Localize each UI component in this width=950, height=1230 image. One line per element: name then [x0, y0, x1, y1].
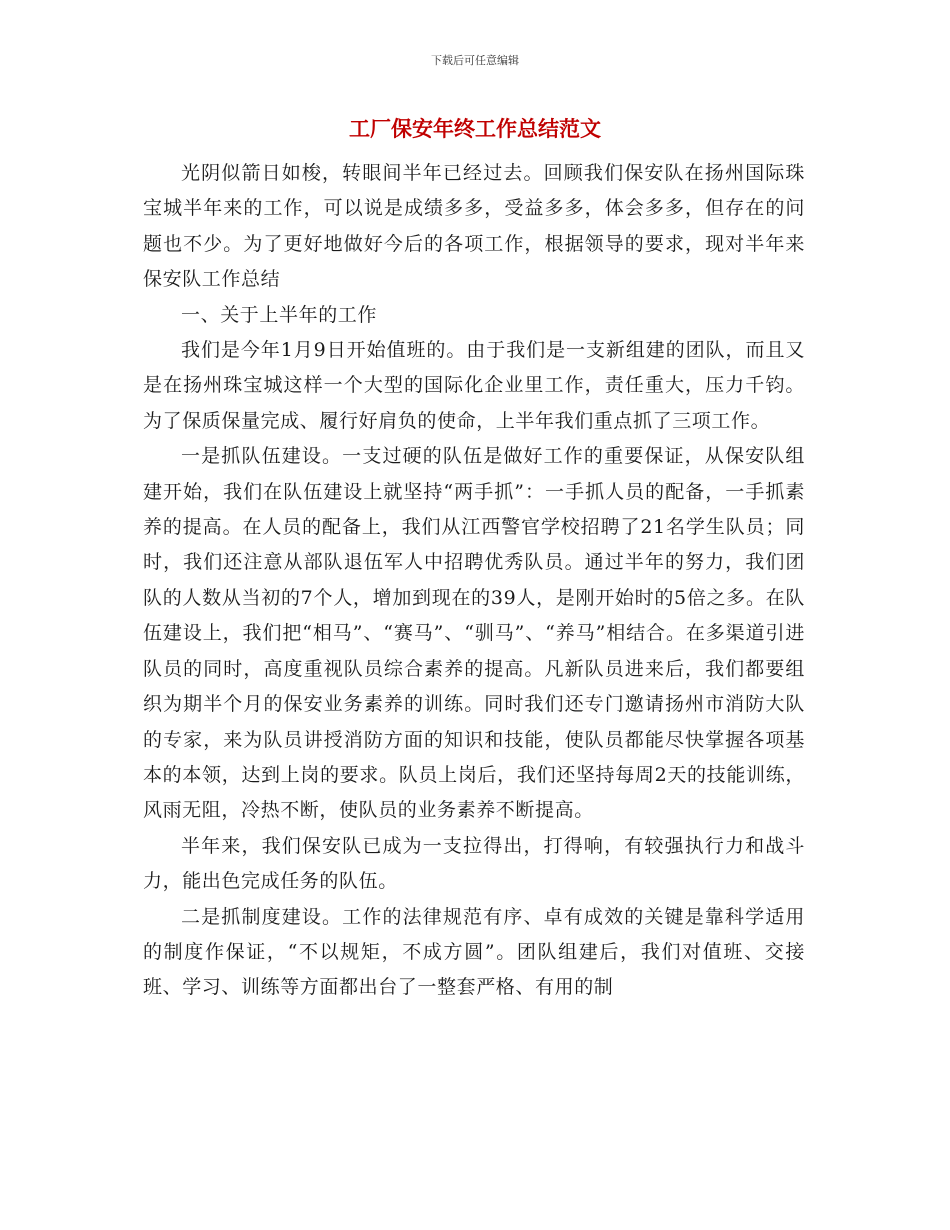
paragraph-intro: 光阴似箭日如梭，转眼间半年已经过去。回顾我们保安队在扬州国际珠宝城半年来的工作，可以说是成绩多多，受益多多，体会多多，但存在的问题也不少。为了更好地做好今后的各项工作，根据领导的要求，现对半年来保安队工作总结 [143, 162, 805, 291]
paragraph-start-of-duty: 我们是今年1月9日开始值班的。由于我们是一支新组建的团队，而且又是在扬州珠宝城这样一个大型的国际化企业里工作，责任重大，压力千钧。为了保质保量完成、履行好肩负的使命，上半年我们重点抓了三项工作。 [143, 339, 805, 432]
paragraph-team-building: 一是抓队伍建设。一支过硬的队伍是做好工作的重要保证，从保安队组建开始，我们在队伍建设上就坚持“两手抓”：一手抓人员的配备，一手抓素养的提高。在人员的配备上，我们从江西警官学校招聘了21名学生队员；同时，我们还注意从部队退伍军人中招聘优秀队员。通过半年的努力，我们团队的人数从当初的7个人，增加到现在的39人，是刚开始时的5倍之多。在队伍建设上，我们把“相马”、“赛马”、“驯马”、“养马”相结合。在多渠道引进队员的同时，高度重视队员综合素养的提高。凡新队员进来后，我们都要组织为期半个月的保安业务素养的训练。同时我们还专门邀请扬州市消防大队的专家，来为队员讲授消防方面的知识和技能，使队员都能尽快掌握各项基本的本领，达到上岗的要求。队员上岗后，我们还坚持每周2天的技能训练，风雨无阻，冷热不断，使队员的业务素养不断提高。 [143, 445, 805, 822]
document-body [143, 156, 805, 1006]
document-title: 工厂保安年终工作总结范文 [349, 116, 601, 141]
paragraph-team-summary: 半年来，我们保安队已成为一支拉得出，打得响，有较强执行力和战斗力，能出色完成任务的队伍。 [143, 834, 805, 893]
page-header-note: 下载后可任意编辑 [431, 54, 519, 67]
paragraph-system-building: 二是抓制度建设。工作的法律规范有序、卓有成效的关键是靠科学适用的制度作保证，“不以规矩，不成方圆”。团队组建后，我们对值班、交接班、学习、训练等方面都出台了一整套严格、有用的制 [143, 905, 805, 999]
section-heading-first-half-work: 一、关于上半年的工作 [181, 303, 378, 326]
